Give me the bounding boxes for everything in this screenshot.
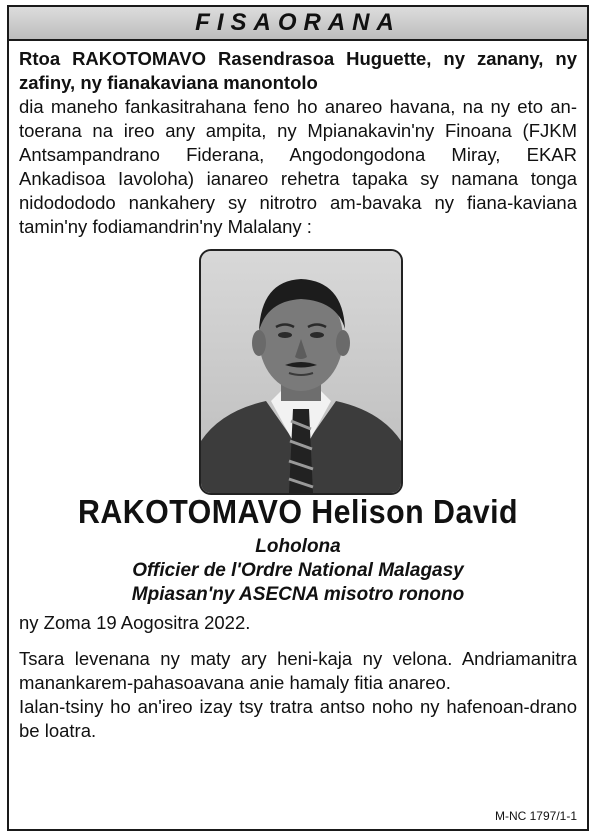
reference-code: M-NC 1797/1-1 (494, 809, 577, 823)
death-date: ny Zoma 19 Aogositra 2022. (19, 612, 251, 633)
header-bar (9, 7, 587, 41)
closing-paragraph: Tsara levenana ny maty ary heni-kaja ny velona. Andriamanitra manankarem-pahasoavana anie hamaly fitia anareo. (19, 648, 577, 693)
closing-section (19, 647, 577, 743)
family-names: Rtoa RAKOTOMAVO Rasendrasoa Huguette, ny zanany, ny zafiny, ny fianakaviana manontolo (19, 48, 577, 93)
title-line: Loholona (255, 536, 341, 557)
deceased-titles (9, 535, 587, 607)
intro-section (19, 47, 577, 239)
notice-title: FISAORANA (195, 9, 401, 36)
thanks-paragraph: dia maneho fankasitrahana feno ho anareo havana, na ny eto an-toerana na ireo any ampita, ny Mpianakavin'ny Finoana (FJKM Antsampandrano Fiderana, Angodongodona Miray, EKAR Ankadisoa Iavoloha) ianareo rehetra tapaka sy namana tonga nidodododo nankahery sy nitrotro am-bavaka ny fiana-kaviana tamin'ny fodiamandrin'ny Malalany : (19, 96, 577, 237)
title-line: Mpiasan'ny ASECNA misotro ronono (131, 584, 465, 605)
deceased-name: RAKOTOMAVO Helison David (77, 493, 519, 530)
portrait-photo (199, 249, 403, 495)
title-line: Officier de l'Ordre National Malagasy (132, 560, 464, 581)
notice-frame (7, 5, 589, 831)
portrait-image (201, 251, 401, 493)
closing-paragraph: Ialan-tsiny ho an'ireo izay tsy tratra antso noho ny hafenoan-drano be loatra. (19, 696, 577, 741)
